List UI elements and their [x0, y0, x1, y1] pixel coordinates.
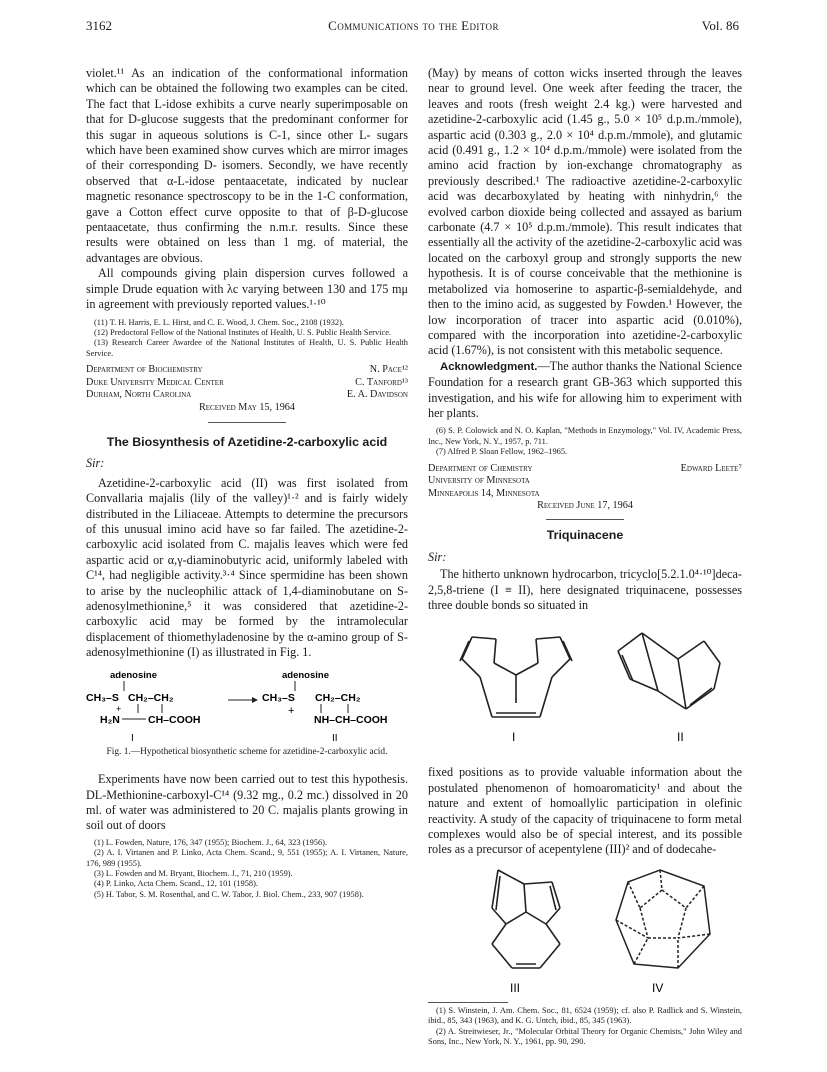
compound-label-I: I [131, 732, 134, 744]
footnote: (1) S. Winstein, J. Am. Chem. Soc., 81, 6524 (1959); cf. also P. Radlick and S. Winstein, ibid., 85, 343 (1963), and K. G. Untch, ibid., 85, 345 (1963). [428, 1005, 742, 1026]
footnote: (2) A. I. Virtanen and P. Linko, Acta Chem. Scand., 9, 551 (1955); A. I. Virtanen, Nature, 176, 989 (1955). [86, 848, 408, 868]
article-title: The Biosynthesis of Azetidine-2-carboxylic acid [106, 434, 388, 449]
left-column [86, 66, 408, 900]
scheme-group-ch2ch2: CH₂–CH₂ [315, 691, 361, 704]
paragraph: (May) by means of cotton wicks inserted through the leaves near to ground level. One week after feeding the tracer, the leaves and roots (fresh weight 2.4 kg.) were harvested and azetidine-2-carboxylic acid (1.45 g., 5.0 × 10⁵ d.p.m./mmole), aspartic acid (0.303 g., 2.0 × 10⁴ d.p.m./mmole), and glutamic acid (0.491 g., 1.2 × 10⁴ d.p.m./mmole) were isolated from the amino acid fraction by ion-exchange chromatography as previously described.¹ The radioactive azetidine-2-carboxylic acid was decarboxylated by heating with ninhydrin,⁶ the evolved carbon dioxide being collected and assayed as barium carbonate (4.7 × 10⁵ d.p.m./mmole). This result indicates that essentially all the activity of the azetidine-2-carboxylic acid was located on the carboxyl group and strongly supports the new hypothesis. It is of course conceivable that the methionine is metabolized via homoserine to aspartic-β-semialdehyde, and then to the imino acid, as suggested by Fowden.¹ However, the low incorporation of tracer into aspartic acid (0.010%), compared with the incorporation into azetidine-2-carboxylic acid (1.67%), is not consistent with this metabolic sequence. [428, 66, 742, 358]
structure-III [492, 870, 560, 968]
structure-label-I: I [512, 730, 516, 745]
structure-label-IV: IV [652, 980, 664, 995]
paragraph: fixed positions as to provide valuable information about the postulated phenomenon of homoaromaticity¹ and about the nature and extent of homoallylic participation in olefinic reactivity. A study of the capacity of triquinacene to form metal complexes would also be of special interest, and its possible roles as a precursor of acepentylene (III)² and of dodecahe- [428, 765, 742, 857]
footnotes [428, 1006, 742, 1048]
footnote: (13) Research Career Awardee of the National Institutes of Health, U. S. Public Health Service. [86, 338, 408, 358]
divider [208, 422, 286, 423]
triquinacene-structures [428, 621, 742, 763]
scheme-group-ch2ch2: CH₂–CH₂ [128, 691, 174, 704]
paragraph: violet.¹¹ As an indication of the conformational information which can be obtained the following two examples can be cited. The fact that L-idose exhibits a curve nearly superimposable on that for D-glucose suggests that the predominant conformer for this sugar in aqueous solutions is C-1, since other L- sugars which have been examined show curves which are mirror images of their corresponding D- isomers. Secondly, we have recently observed that α-L-idose pentaacetate, indicated by nuclear magnetic resonance spectroscopy to be in the 1-C conformation, gave a Cotton effect curve opposite to that of β-D-glucose pentaacetate, thus confirming the n.m.r. results. Since these results were obtained on less than 1 mg. of material, the advantages are obvious. [86, 66, 408, 265]
footnote: (11) T. H. Harris, E. L. Hirst, and C. E. Wood, J. Chem. Soc., 2108 (1932). [94, 317, 345, 327]
footnote: (1) L. Fowden, Nature, 176, 347 (1955); Biochem. J., 64, 323 (1956). [94, 837, 328, 847]
running-header [0, 18, 827, 38]
footnote: (2) A. Streitwieser, Jr., "Molecular Orbital Theory for Organic Chemists," John Wiley and Sons, Inc., New York, N. Y., 1961, pp. 90, 290. [428, 1026, 742, 1047]
page-number: 3162 [86, 18, 112, 33]
compound-label-II: II [332, 732, 338, 744]
paragraph: All compounds giving plain dispersion curves followed a simple Drude equation with λc varying between 130 and 175 mμ in agreement with previously reported values.¹·¹⁰ [86, 266, 408, 312]
paragraph: Azetidine-2-carboxylic acid (II) was first isolated from Convallaria majalis (lily of the valley)¹·² and is fairly widely distributed in the Liliaceae. Attempts to determine the precursors of this unusual imino acid have so far failed. The azetidine-2-carboxylic acid isolated from C. majalis leaves which were fed aspartic acid or α,γ-diaminobutyric acid, uniformly labeled with C¹⁴, had negligible activity.³·⁴ Since spermidine has been shown to arise by the nucleophilic attack of 1,4-diaminobutane on S-adenosylmethionine,⁵ it was considered that azetidine-2-carboxylic acid may be formed by the intramolecular displacement of thiomethyladenosine by the α-amino group of S-adenosylmethionine (I) as illustrated in Fig. 1. [86, 475, 408, 660]
paragraph: The hitherto unknown hydrocarbon, tricyclo[5.2.1.0⁴·¹⁰]deca-2,5,8-triene (I ≡ II), here designated triquinacene, possesses three double bonds so situated in [428, 567, 742, 612]
structure-I [460, 637, 572, 717]
divider [546, 519, 624, 520]
acknowledgment-heading: Acknowledgment. [440, 360, 538, 373]
biosynthetic-scheme [86, 667, 408, 745]
footnotes [86, 318, 408, 360]
author-address-block [86, 364, 408, 413]
received-date: Received May 15, 1964 [198, 401, 295, 413]
structure-label-II: II [677, 730, 684, 745]
article-title: Triquinacene [546, 528, 624, 543]
footnote: (4) P. Linko, Acta Chem. Scand., 12, 101 (1958). [94, 879, 258, 889]
address-line: Department of Biochemistry N. Pace¹² [86, 364, 408, 376]
paragraph: Experiments have now been carried out to test this hypothesis. DL-Methionine-carboxyl-C¹⁴ (9.32 mg., 0.2 mc.) dissolved in 20 ml. of water was administered to 20 C. majalis plants growing in soil out of doors [86, 772, 408, 833]
acknowledgment [428, 359, 742, 422]
acepentylene-dodecahedrane-structures [428, 864, 742, 1000]
scheme-group-h2n: H₂N [100, 713, 120, 726]
footnote: (5) H. Tabor, S. M. Rosenthal, and C. W. Tabor, J. Biol. Chem., 233, 907 (1958). [94, 889, 364, 899]
footnote: (3) L. Fowden and M. Bryant, Biochem. J., 71, 210 (1959). [94, 869, 293, 879]
divider [428, 1002, 508, 1003]
footnote: (6) S. P. Colowick and N. O. Kaplan, "Methods in Enzymology," Vol. IV, Academic Press, Inc., New York, N. Y., 1957, p. 711. [428, 426, 742, 446]
received-date: Received June 17, 1964 [537, 500, 633, 512]
address-line: University of Minnesota [428, 475, 530, 487]
footnote: (12) Predoctoral Fellow of the National Institutes of Health, U. S. Public Health Service. [94, 327, 392, 337]
acknowledgment-text: —The author thanks the National Science Foundation for a research grant GB-363 which supported this investigation, and his wife for allowing him to experiment with her plants. [428, 358, 742, 420]
address-line: Durham, North Carolina E. A. Davidson [86, 389, 408, 401]
footnotes [428, 426, 742, 457]
figure-caption: Fig. 1.—Hypothetical biosynthetic scheme for azetidine-2-carboxylic acid. [106, 746, 388, 757]
structure-II [618, 633, 720, 709]
scheme-group-chcooh: CH–COOH [148, 713, 201, 726]
salutation: Sir: [428, 549, 447, 564]
scheme-plus: + [288, 704, 295, 717]
charge-plus: + [116, 703, 122, 714]
scheme-group-ch3s: CH₃–S [86, 691, 119, 704]
structure-IV [616, 870, 710, 968]
author-address-block [428, 463, 742, 512]
footnote: (7) Alfred P. Sloan Fellow, 1962–1965. [436, 447, 568, 457]
address-line: Minneapolis 14, Minnesota [428, 487, 540, 499]
footnotes [86, 838, 408, 900]
salutation: Sir: [86, 456, 105, 471]
scheme-label-adenosine: adenosine [110, 669, 157, 681]
structure-label-III: III [510, 980, 521, 995]
volume-number: Vol. 86 [701, 18, 739, 33]
journal-section-title: Communications to the Editor [328, 18, 499, 33]
scheme-group-nh: NH–CH–COOH [314, 713, 388, 726]
right-column [428, 66, 742, 1047]
address-line: Duke University Medical Center C. Tanford¹³ [86, 376, 408, 388]
scheme-label-adenosine: adenosine [282, 669, 329, 681]
address-line: Department of Chemistry Edward Leete⁷ [428, 462, 742, 474]
scheme-group-ch3s: CH₃–S [262, 691, 295, 704]
reaction-arrowhead [252, 697, 258, 703]
